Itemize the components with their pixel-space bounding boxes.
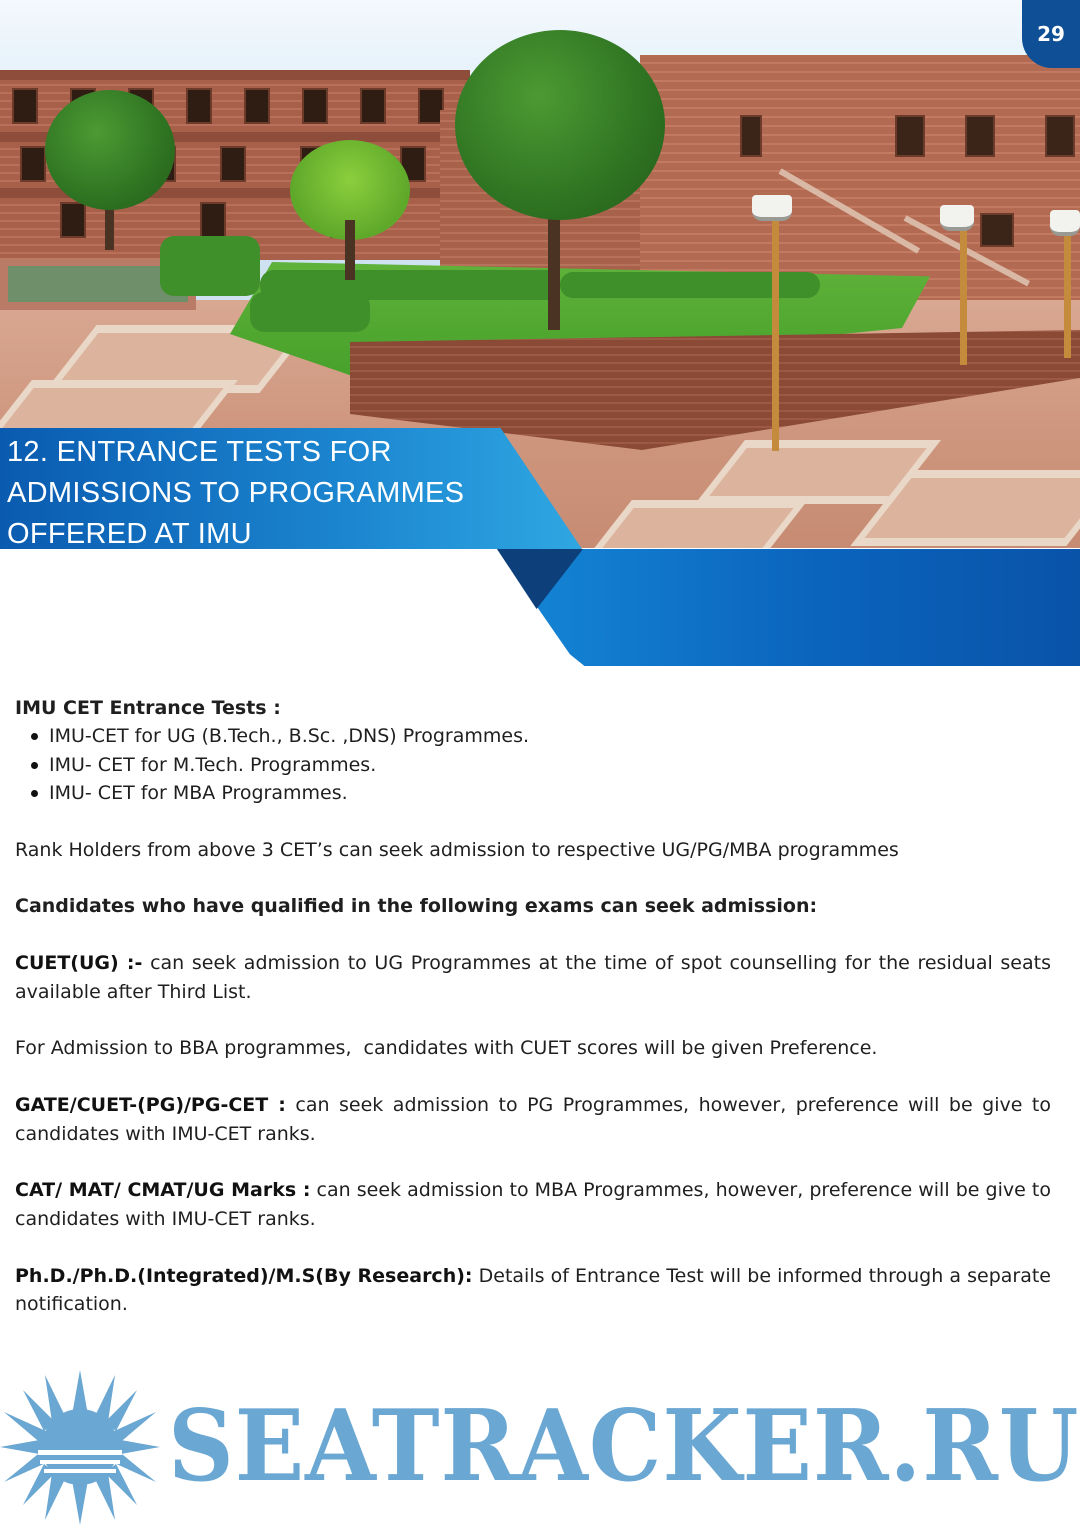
watermark-text: SEATRACKER.RU — [168, 1389, 1080, 1504]
cuet-ug-paragraph — [15, 949, 1051, 1006]
gate-label: GATE/CUET-(PG)/PG-CET : — [15, 1094, 286, 1117]
cat-paragraph — [15, 1176, 1051, 1233]
cet-list — [15, 722, 1051, 807]
list-item: IMU- CET for MBA Programmes. — [31, 779, 1051, 807]
gate-paragraph — [15, 1091, 1051, 1148]
bba-paragraph: For Admission to BBA programmes, candidates with CUET scores will be given Preference. — [15, 1037, 878, 1060]
rank-holders-paragraph: Rank Holders from above 3 CET’s can seek admission to respective UG/PG/MBA programmes — [15, 838, 899, 861]
page-number: 29 — [1022, 0, 1080, 68]
blue-accent-band — [497, 549, 1080, 666]
phd-text: Details of Entrance Test will be informed through a separate notification. — [15, 1264, 1051, 1316]
cuet-ug-text: can seek admission to UG Programmes at the time of spot counselling for the residual seats available after Third List. — [15, 952, 1051, 1003]
phd-label: Ph.D./Ph.D.(Integrated)/M.S(By Research): — [15, 1264, 473, 1287]
gate-text: can seek admission to PG Programmes, however, preference will be give to candidates with IMU-CET ranks. — [15, 1094, 1051, 1145]
cuet-ug-label: CUET(UG) :- — [15, 952, 143, 975]
list-item: IMU- CET for M.Tech. Programmes. — [31, 751, 1051, 779]
cet-heading: IMU CET Entrance Tests : — [15, 697, 281, 719]
cat-text: can seek admission to MBA Programmes, however, preference will be give to candidates with IMU-CET ranks. — [15, 1179, 1052, 1230]
section-title: 12. ENTRANCE TESTS FOR ADMISSIONS TO PROGRAMMES OFFERED AT IMU — [7, 436, 465, 550]
cat-label: CAT/ MAT/ CMAT/UG Marks : — [15, 1179, 311, 1202]
list-item: IMU-CET for UG (B.Tech., B.Sc. ,DNS) Programmes. — [31, 722, 1051, 750]
qualified-heading: Candidates who have qualified in the following exams can seek admission: — [15, 895, 818, 918]
phd-paragraph — [15, 1262, 1051, 1319]
sun-logo-icon — [0, 1370, 160, 1525]
document-body — [15, 694, 1051, 1318]
brick-building-right — [640, 55, 1080, 305]
